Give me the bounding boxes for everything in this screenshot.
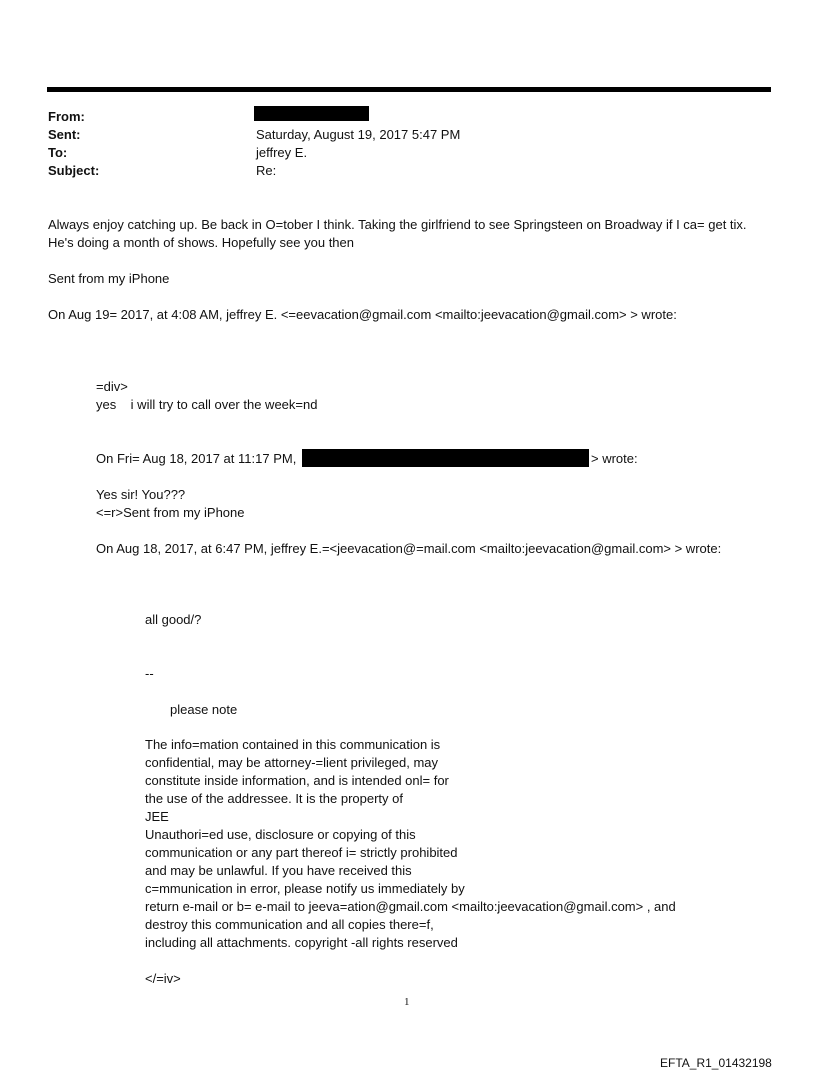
disclaimer-line: confidential, may be attorney-=lient privileged, may [145,755,439,770]
disclaimer-line: Unauthori=ed use, disclosure or copying of this [145,827,416,842]
sent-value: Saturday, August 19, 2017 5:47 PM [256,127,461,142]
sender-redaction [302,449,589,467]
subject-label: Subject: [48,163,100,178]
body-line-2: He's doing a month of shows. Hopefully see you then [48,235,354,250]
disclaimer-line: constitute inside information, and is intended onl= for [145,773,449,788]
disclaimer-line: return e-mail or b= e-mail to jeeva=ation@gmail.com <mailto:jeevacation@gmail.com> , and [145,899,676,914]
disclaimer-line: The info=mation contained in this communication is [145,737,441,752]
disclaimer-line: JEE [145,809,169,824]
quote-header-2-prefix: On Fri= Aug 18, 2017 at 11:17 PM, [96,451,297,466]
disclaimer-line: communication or any part thereof i= strictly prohibited [145,845,458,860]
disclaimer-line: the use of the addressee. It is the property of [145,791,403,806]
signature-2: <=r>Sent from my iPhone [96,505,245,520]
sent-label: Sent: [48,127,81,142]
to-label: To: [48,145,68,160]
div-open-tag: =div> [96,379,128,394]
page-number: 1 [404,996,410,1008]
disclaimer-line: including all attachments. copyright -all rights reserved [145,935,458,950]
disclaimer-line: and may be unlawful. If you have received this [145,863,412,878]
yes-sir-line: Yes sir! You??? [96,487,186,502]
signature-dashes: -- [145,666,154,681]
header-rule [47,87,771,92]
please-note: please note [170,702,238,717]
quote-header-1: On Aug 19= 2017, at 4:08 AM, jeffrey E. <=eevacation@gmail.com <mailto:jeevacation@gmail.com> > wrote: [48,307,677,322]
div-close-tag: </=iv> [145,971,181,986]
subject-value: Re: [256,163,277,178]
quote-header-2-suffix: > wrote: [591,451,638,466]
body-line-1: Always enjoy catching up. Be back in O=tober I think. Taking the girlfriend to see Springsteen on Broadway if I ca= get tix. [48,217,747,232]
to-value: jeffrey E. [256,145,308,160]
quote-header-3: On Aug 18, 2017, at 6:47 PM, jeffrey E.=<jeevacation@=mail.com <mailto:jeevacation@gmail.com> > wrote: [96,541,722,556]
signature-1: Sent from my iPhone [48,271,170,286]
reply-yes: yes i will try to call over the week=nd [96,397,318,412]
from-redaction [254,106,369,121]
from-label: From: [48,109,85,124]
disclaimer-line: destroy this communication and all copies there=f, [145,917,434,932]
document-id: EFTA_R1_01432198 [660,1056,772,1070]
disclaimer-line: c=mmunication in error, please notify us immediately by [145,881,465,896]
all-good-line: all good/? [145,612,202,627]
